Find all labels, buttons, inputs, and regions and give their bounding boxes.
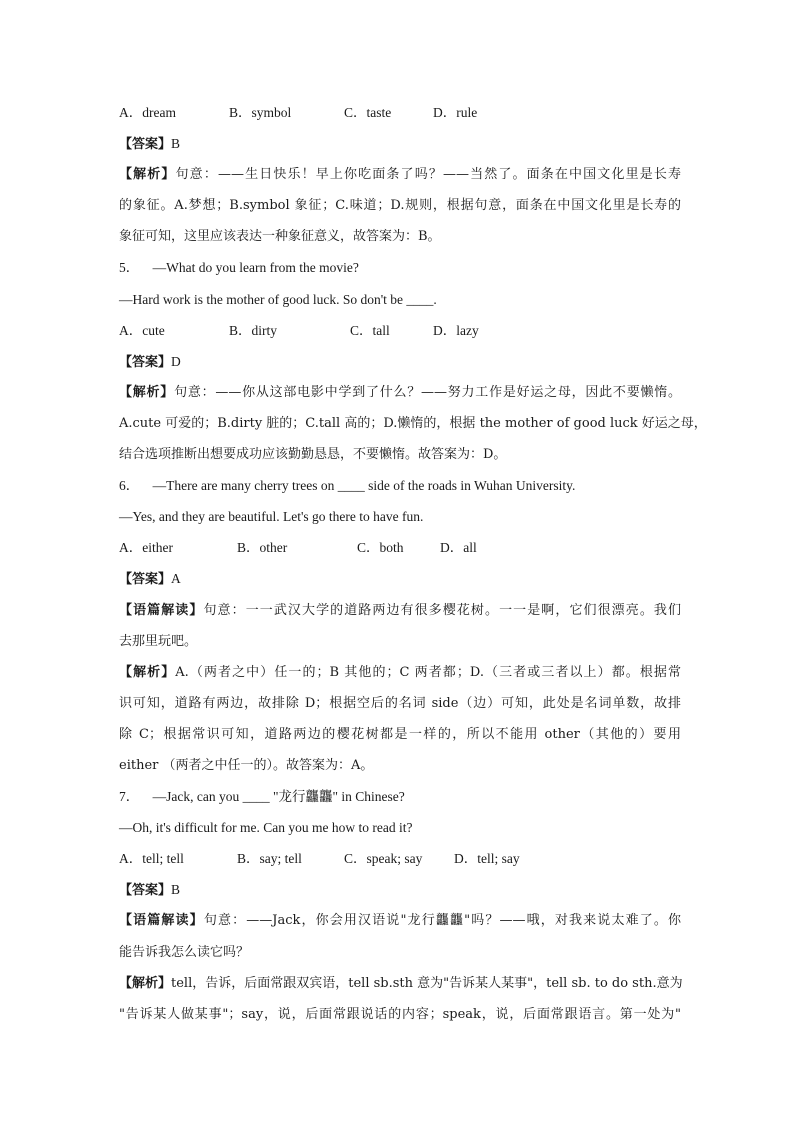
q4-answer xyxy=(119,128,681,159)
q7-option-c: C．speak; say xyxy=(344,851,423,867)
q7-options xyxy=(119,843,681,874)
question-number: 5． xyxy=(119,260,140,276)
q6-analysis-line-1 xyxy=(119,657,681,688)
analysis-tag: 【解析】 xyxy=(119,975,172,991)
q6-stem-line-1 xyxy=(119,470,681,501)
q4-option-a: A．dream xyxy=(119,105,176,120)
answer-value: B xyxy=(171,882,181,898)
q6-option-c: C．both xyxy=(357,540,404,556)
q7-analysis-line-1 xyxy=(119,968,681,999)
q6-stem-line-2: —Yes, and they are beautiful. Let's go there to have fun. xyxy=(119,509,424,525)
analysis-text: 句意：——你从这部电影中学到了什么？——努力工作是好运之母，因此不要懒惰。 xyxy=(174,384,681,400)
question-number: 7． xyxy=(119,789,140,805)
q6-reading-line-1 xyxy=(119,595,681,626)
q7-analysis-line-2: "告诉某人做某事"；say，说，后面常跟说话的内容；speak，说，后面常跟语言。第一处为" xyxy=(119,1006,681,1022)
q5-answer xyxy=(119,346,681,377)
q6-option-a: A．either xyxy=(119,540,173,556)
q7-stem-line-2: —Oh, it's difficult for me. Can you me how to read it? xyxy=(119,820,413,836)
q4-analysis-line-2: 的象征。A.梦想；B.symbol 象征；C.味道；D.规则，根据句意，面条在中国文化里是长寿的 xyxy=(119,198,681,214)
question-stem: —There are many cherry trees on ____ side of the roads in Wuhan University. xyxy=(152,478,576,494)
analysis-tag: 【解析】 xyxy=(119,664,176,680)
question-number: 6． xyxy=(119,478,140,494)
question-stem: —Jack, can you ____ "龙行龘龘" in Chinese? xyxy=(152,789,405,805)
q7-reading-line-2: 能告诉我怎么读它吗？ xyxy=(119,944,250,960)
q6-analysis-line-4: either （两者之中任一的）。故答案为：A。 xyxy=(119,757,374,773)
answer-tag: 【答案】 xyxy=(119,354,172,370)
q6-analysis-line-3: 除 C；根据常识可知，道路两边的樱花树都是一样的，所以不能用 other（其他的）要用 xyxy=(119,726,681,742)
q4-analysis-line-3: 象征可知，这里应该表达一种象征意义，故答案为：B。 xyxy=(119,229,441,245)
answer-tag: 【答案】 xyxy=(119,883,172,899)
q7-answer xyxy=(119,874,681,905)
q5-options xyxy=(119,315,681,346)
q5-analysis-line-2: A.cute 可爱的；B.dirty 脏的；C.tall 高的；D.懒惰的，根据 the mother of good luck 好运之母， xyxy=(119,415,707,431)
q4-analysis-line-1 xyxy=(119,159,681,190)
q4-option-d: D．rule xyxy=(433,105,478,120)
q5-option-a: A．cute xyxy=(119,322,165,338)
answer-tag: 【答案】 xyxy=(119,137,172,153)
reading-text: 句意：一一武汉大学的道路两边有很多樱花树。一一是啊，它们很漂亮。我们 xyxy=(203,602,681,618)
q7-stem-line-1 xyxy=(119,781,681,812)
q7-option-d: D．tell; say xyxy=(454,851,520,867)
reading-tag: 【语篇解读】 xyxy=(119,913,204,929)
q6-reading-line-2: 去那里玩吧。 xyxy=(119,633,198,649)
q4-option-b: B．symbol xyxy=(229,105,292,120)
answer-value: A xyxy=(171,571,181,587)
q7-option-a: A．tell; tell xyxy=(119,851,184,867)
q7-option-b: B．say; tell xyxy=(237,851,302,867)
analysis-tag: 【解析】 xyxy=(119,384,175,400)
q5-analysis-line-1 xyxy=(119,377,681,408)
document-page xyxy=(119,97,707,1030)
q5-analysis-line-3: 结合选项推断出想要成功应该勤勤恳恳，不要懒惰。故答案为：D。 xyxy=(119,447,507,463)
question-stem: —What do you learn from the movie? xyxy=(152,260,359,276)
q4-option-c: C．taste xyxy=(344,105,392,120)
answer-value: D xyxy=(171,353,181,369)
q6-options xyxy=(119,532,681,563)
analysis-text: 句意：——生日快乐！早上你吃面条了吗？——当然了。面条在中国文化里是长寿 xyxy=(175,167,681,183)
q6-option-b: B．other xyxy=(237,540,288,556)
q7-reading-line-1 xyxy=(119,905,681,936)
answer-value: B xyxy=(171,136,181,152)
q5-option-d: D．lazy xyxy=(433,322,479,338)
q5-option-c: C．tall xyxy=(350,322,390,338)
q6-option-d: D．all xyxy=(440,540,477,556)
answer-tag: 【答案】 xyxy=(119,572,172,588)
q5-option-b: B．dirty xyxy=(229,322,278,338)
analysis-text: tell，告诉，后面常跟双宾语，tell sb.sth 意为"告诉某人某事"，tell sb. to do sth.意为 xyxy=(171,975,683,991)
analysis-text: A.（两者之中）任一的；B 其他的；C 两者都；D.（三者或三者以上）都。根据常 xyxy=(175,664,681,680)
reading-tag: 【语篇解读】 xyxy=(119,602,204,618)
q5-stem-line-1 xyxy=(119,252,681,283)
q5-stem-line-2: —Hard work is the mother of good luck. So don't be ____. xyxy=(119,291,437,307)
q4-options xyxy=(119,97,681,128)
q6-answer xyxy=(119,563,681,594)
q6-analysis-line-2: 识可知，道路有两边，故排除 D；根据空后的名词 side（边）可知，此处是名词单数，故排 xyxy=(119,695,681,711)
analysis-tag: 【解析】 xyxy=(119,167,176,183)
reading-text: 句意：——Jack，你会用汉语说"龙行龘龘"吗？——哦，对我来说太难了。你 xyxy=(203,913,681,929)
